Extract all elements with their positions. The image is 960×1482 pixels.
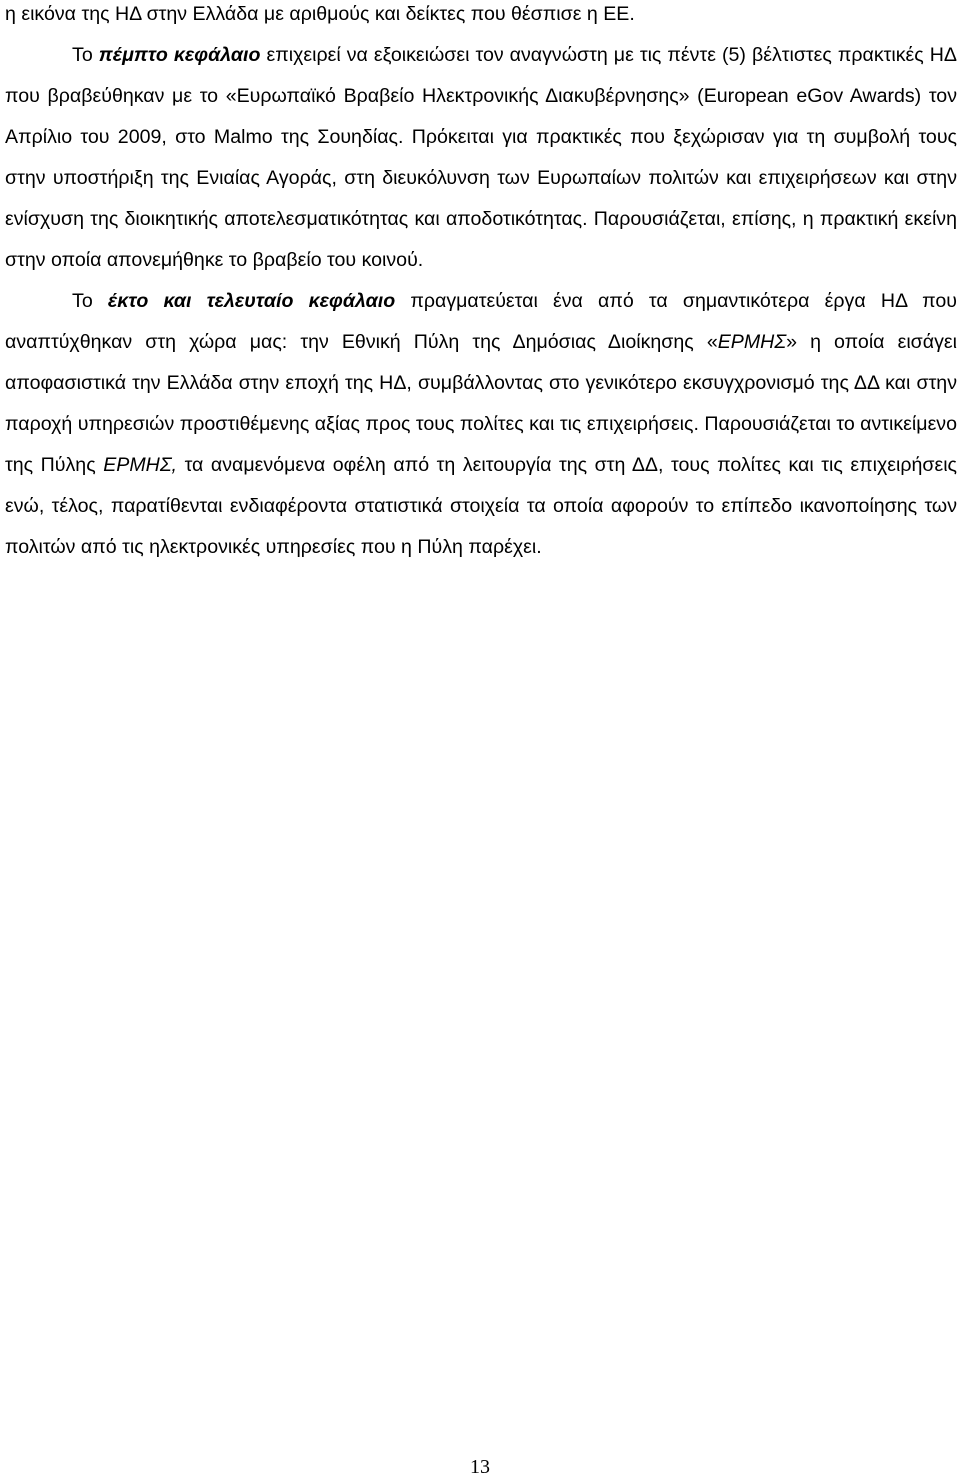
- chapter-emphasis: έκτο και τελευταίο κεφάλαιο: [107, 290, 396, 312]
- document-page: [5, 0, 957, 568]
- fifth-chapter-paragraph: [5, 35, 957, 281]
- continuation-paragraph: [5, 0, 957, 35]
- continuation-text: η εικόνα της ΗΔ στην Ελλάδα με αριθμούς και δείκτες που θέσπισε η ΕΕ.: [5, 3, 635, 25]
- paragraph-text: Το: [72, 44, 99, 66]
- paragraph-text: επιχειρεί να εξοικειώσει τον αναγνώστη με τις πέντε (5) βέλτιστες πρακτικές ΗΔ που βραβεύθηκαν με το «Ευρωπαϊκό Βραβείο Ηλεκτρονικής Διακυβέρνησης» (European eGov Awards) τον Απρίλιο του 2009, στο Malmo της Σουηδίας. Πρόκειται για πρακτικές που ξεχώρισαν για τη συμβολή τους στην υποστήριξη της Ενιαίας Αγοράς, στη διευκόλυνση των Ευρωπαίων πολιτών και επιχειρήσεων και στην ενίσχυση της διοικητικής αποτελεσματικότητας και αποδοτικότητας. Παρουσιάζεται, επίσης, η πρακτική εκείνη στην οποία απονεμήθηκε το βραβείο του κοινού.: [5, 44, 958, 271]
- portal-name: ΕΡΜΗΣ,: [103, 454, 178, 476]
- paragraph-text: » η οποία εισάγει αποφασιστικά την Ελλάδα στην εποχή της ΗΔ, συμβάλλοντας στο γενικότερο εκσυγχρονισμό της ΔΔ και στην παροχή υπηρεσιών προστιθέμενης αξίας προς τους πολίτες και τις επιχειρήσεις. Παρουσιάζεται το αντικείμενο της Πύλης: [5, 331, 957, 476]
- portal-name: ΕΡΜΗΣ: [717, 331, 787, 353]
- chapter-emphasis: πέμπτο κεφάλαιο: [98, 44, 261, 66]
- paragraph-text: πραγματεύεται ένα από τα σημαντικότερα έργα ΗΔ που αναπτύχθηκαν στη χώρα μας: την Εθνική Πύλη της Δημόσιας Διοίκησης «: [5, 290, 958, 353]
- paragraph-text: Το: [72, 290, 108, 312]
- page-number: 13: [470, 1456, 490, 1478]
- sixth-chapter-paragraph: [5, 281, 957, 568]
- paragraph-text: τα αναμενόμενα οφέλη από τη λειτουργία της στη ΔΔ, τους πολίτες και τις επιχειρήσεις ενώ, τέλος, παρατίθενται ενδιαφέροντα στατιστικά στοιχεία τα οποία αφορούν το επίπεδο ικανοποίησης των πολιτών από τις ηλεκτρονικές υπηρεσίες που η Πύλη παρέχει.: [5, 454, 957, 558]
